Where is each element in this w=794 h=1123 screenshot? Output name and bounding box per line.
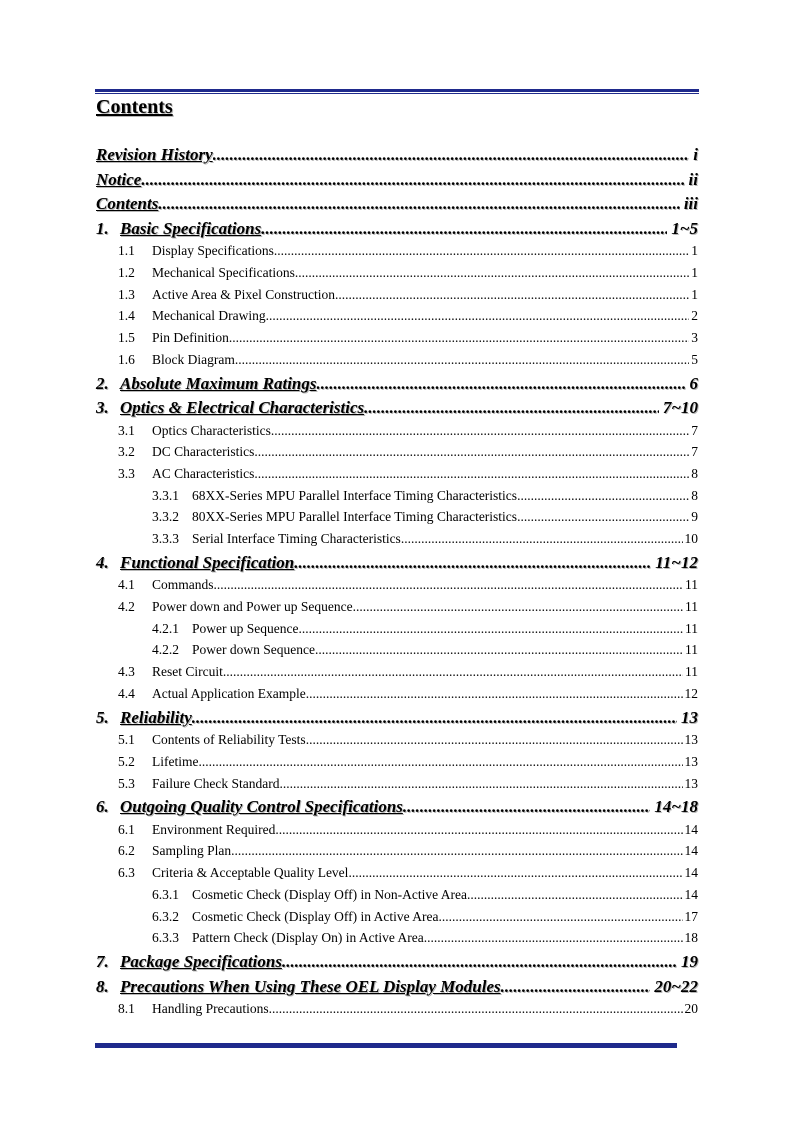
toc-entry-text [118,466,254,482]
toc-entry-number: 4.1 [118,577,135,593]
toc-section-entry[interactable] [96,170,698,195]
toc-entry-title: Contents of Reliability Tests [152,732,306,748]
dot-leader [306,732,683,748]
toc-page-number: i [693,145,698,164]
toc-entry-number: 3.1 [118,422,135,438]
toc-subsection-entry[interactable] [96,330,698,352]
toc-entry-title: DC Characteristics [152,444,255,460]
toc-entry-text [118,423,271,439]
toc-entry-text [152,488,517,504]
toc-entry-title: Serial Interface Timing Characteristics [192,531,401,547]
toc-entry-number: 4. [96,552,109,572]
dot-leader [306,686,683,702]
toc-entry-number: 3.3.3 [152,531,179,547]
dot-leader [295,265,689,281]
toc-entry-text [152,909,438,925]
toc-page-number: 17 [684,908,698,924]
toc-entry-number: 6.3.2 [152,908,179,924]
toc-entry-text [118,664,223,680]
dot-leader [298,621,683,637]
dot-leader [438,909,682,925]
toc-page-number: 11 [685,577,698,593]
toc-entry-title: Reliability [120,707,192,727]
toc-page-number: 1 [691,286,698,302]
toc-page-number: 11 [685,642,698,658]
toc-entry-text [96,219,261,239]
toc-entry-number: 7. [96,951,109,971]
toc-entry-number: 8. [96,976,109,996]
toc-entry-text [96,194,158,214]
toc-entry-text [118,577,214,593]
dot-leader [254,466,689,482]
toc-page-number: 20 [684,1001,698,1017]
toc-page-number: 11 [685,599,698,615]
toc-entry-number: 3.3 [118,466,135,482]
toc-entry-text [118,287,335,303]
toc-entry-number: 6.3.1 [152,886,179,902]
toc-subsection-entry[interactable] [96,265,698,287]
dot-leader [467,887,683,903]
dot-leader [266,308,690,324]
toc-subsection-entry[interactable] [96,488,698,510]
toc-entry-number: 3. [96,398,109,418]
toc-entry-number: 1.6 [118,351,135,367]
toc-subsection-entry[interactable] [96,466,698,488]
toc-entry-text [118,265,295,281]
top-divider [95,89,699,95]
toc-page-number: 2 [691,308,698,324]
toc-entry-number: 4.4 [118,685,135,701]
toc-entry-text [118,444,254,460]
dot-leader [158,194,679,214]
toc-entry-number: 5.1 [118,732,135,748]
toc-page-number: iii [683,194,698,214]
toc-section-entry[interactable] [96,952,698,977]
toc-entry-title: Basic Specifications [120,218,262,238]
toc-subsection-entry[interactable] [96,577,698,599]
toc-page-number: 1~5 [671,218,698,238]
toc-page-number: 13 [684,775,698,791]
toc-section-entry[interactable] [96,708,698,733]
toc-entry-title: Sampling Plan [152,843,232,859]
toc-page-number: 19 [681,951,698,971]
toc-entry-title: Lifetime [152,753,199,769]
dot-leader [213,145,690,165]
dot-leader [501,977,651,997]
dot-leader [269,1001,683,1017]
toc-entry-text [118,599,353,615]
toc-entry-text [118,330,229,346]
toc-entry-title: Active Area & Pixel Construction [152,286,335,302]
toc-entry-number: 6. [96,797,109,817]
toc-entry-text [152,621,298,637]
toc-page-number: 7 [691,422,698,438]
dot-leader [223,664,683,680]
toc-entry-title: Reset Circuit [152,664,223,680]
toc-entry-number: 3.3.2 [152,509,179,525]
toc-entry-text [152,531,401,547]
page-title: Contents [96,96,173,118]
toc-entry-text [96,708,192,728]
toc-page-number: 12 [684,685,698,701]
dot-leader [517,488,689,504]
dot-leader [401,531,683,547]
toc-entry-number: 1.4 [118,308,135,324]
toc-subsection-entry[interactable] [96,423,698,445]
toc-subsection-entry[interactable] [96,843,698,865]
toc-page-number: 10 [684,531,698,547]
toc-entry-text [96,797,403,817]
toc-subsection-entry[interactable] [96,308,698,330]
toc-entry-title: Contents [96,194,159,214]
dot-leader [315,642,683,658]
toc-entry-title: Commands [152,577,214,593]
toc-entry-title: Failure Check Standard [152,775,280,791]
dot-leader [275,822,682,838]
dot-leader [254,444,689,460]
toc-entry-number: 1.3 [118,286,135,302]
dot-leader [192,708,677,728]
toc-page-number: 14~18 [654,797,698,817]
toc-page-number: 8 [691,466,698,482]
toc-entry-title: Package Specifications [120,951,282,971]
toc-entry-text [118,308,266,324]
toc-entry-title: Cosmetic Check (Display Off) in Active Area [192,908,439,924]
toc-page-number: 14 [684,821,698,837]
toc-entry-text [118,754,198,770]
toc-section-entry[interactable] [96,145,698,170]
toc-entry-text [118,843,231,859]
toc-entry-text [152,930,424,946]
toc-entry-number: 5.3 [118,775,135,791]
dot-leader [282,952,677,972]
toc-entry-text [118,822,275,838]
toc-entry-number: 1. [96,218,109,238]
toc-page-number: 6 [689,373,698,393]
toc-page-number: 1 [691,265,698,281]
toc-entry-title: Mechanical Specifications [152,265,295,281]
toc-section-entry[interactable] [96,374,698,399]
toc-subsection-entry[interactable] [96,930,698,952]
dot-leader [424,930,683,946]
toc-section-entry[interactable] [96,797,698,822]
toc-entry-number: 5.2 [118,753,135,769]
toc-entry-text [118,352,235,368]
toc-entry-text [96,977,501,997]
toc-entry-number: 3.2 [118,444,135,460]
toc-entry-title: Environment Required [152,821,276,837]
dot-leader [353,599,683,615]
toc-entry-number: 8.1 [118,1001,135,1017]
dot-leader [364,398,659,418]
toc-page-number: 13 [684,732,698,748]
toc-entry-title: Mechanical Drawing [152,308,266,324]
toc-entry-title: Absolute Maximum Ratings [120,373,317,393]
dot-leader [229,330,689,346]
toc-entry-title: 80XX-Series MPU Parallel Interface Timing Characteristics [192,509,518,525]
toc-page-number: 20~22 [654,976,698,996]
toc-entry-text [118,776,279,792]
toc-subsection-entry[interactable] [96,776,698,798]
toc-entry-title: Functional Specification [120,552,295,572]
toc-entry-text [96,170,141,190]
toc-entry-text [96,952,282,972]
table-of-contents [96,145,698,1023]
toc-entry-number: 6.3 [118,865,135,881]
toc-subsection-entry[interactable] [96,686,698,708]
toc-entry-number: 4.2.1 [152,620,179,636]
dot-leader [294,553,651,573]
toc-page-number: 7 [691,444,698,460]
toc-page-number: 1 [691,243,698,259]
toc-page-number: 11 [685,620,698,636]
toc-subsection-entry[interactable] [96,531,698,553]
toc-entry-number: 6.3.3 [152,930,179,946]
dot-leader [261,219,667,239]
dot-leader [274,243,689,259]
toc-entry-title: Outgoing Quality Control Specifications [120,797,403,817]
toc-page-number: ii [688,169,698,189]
toc-entry-title: Optics & Electrical Characteristics [120,398,365,418]
toc-entry-number: 4.2.2 [152,642,179,658]
toc-page-number: 7~10 [662,398,698,418]
dot-leader [517,509,689,525]
toc-entry-title: Pin Definition [152,330,229,346]
dot-leader [141,170,684,190]
toc-entry-number: 6.2 [118,843,135,859]
toc-subsection-entry[interactable] [96,887,698,909]
dot-leader [403,797,650,817]
dot-leader [271,423,689,439]
toc-entry-number: 4.2 [118,599,135,615]
toc-entry-text [118,1001,269,1017]
toc-entry-number: 1.1 [118,243,135,259]
toc-entry-text [152,887,467,903]
toc-entry-text [152,509,517,525]
toc-entry-text [96,398,364,418]
toc-page-number: 11~12 [655,552,698,572]
toc-subsection-entry[interactable] [96,754,698,776]
toc-entry-text [118,686,306,702]
toc-entry-number: 5. [96,707,109,727]
toc-subsection-entry[interactable] [96,444,698,466]
toc-entry-title: Actual Application Example [152,685,306,701]
toc-entry-number: 1.5 [118,330,135,346]
toc-subsection-entry[interactable] [96,822,698,844]
toc-entry-title: Notice [96,169,142,189]
toc-subsection-entry[interactable] [96,352,698,374]
toc-section-entry[interactable] [96,194,698,219]
toc-entry-number: 4.3 [118,664,135,680]
toc-subsection-entry[interactable] [96,664,698,686]
toc-entry-title: Power down Sequence [192,642,315,658]
toc-page-number: 13 [684,753,698,769]
dot-leader [335,287,689,303]
dot-leader [317,374,686,394]
toc-section-entry[interactable] [96,977,698,1002]
toc-page-number: 3 [691,330,698,346]
toc-subsection-entry[interactable] [96,642,698,664]
toc-entry-title: Criteria & Acceptable Quality Level [152,865,349,881]
toc-page-number: 11 [685,664,698,680]
toc-entry-title: Handling Precautions [152,1001,269,1017]
toc-page-number: 13 [681,707,698,727]
toc-subsection-entry[interactable] [96,621,698,643]
toc-subsection-entry[interactable] [96,243,698,265]
toc-page-number: 14 [684,843,698,859]
bottom-divider [95,1043,677,1048]
toc-entry-text [118,243,274,259]
toc-subsection-entry[interactable] [96,1001,698,1023]
toc-entry-text [96,374,317,394]
toc-entry-title: Precautions When Using These OEL Display Modules [120,976,501,996]
toc-entry-title: Power down and Power up Sequence [152,599,353,615]
dot-leader [279,776,682,792]
toc-section-entry[interactable] [96,219,698,244]
dot-leader [348,865,682,881]
toc-subsection-entry[interactable] [96,732,698,754]
toc-subsection-entry[interactable] [96,599,698,621]
toc-entry-text [96,145,213,165]
toc-page-number: 14 [684,865,698,881]
toc-page-number: 18 [684,930,698,946]
toc-page-number: 8 [691,487,698,503]
toc-entry-text [118,732,306,748]
toc-entry-title: Revision History [96,145,213,164]
dot-leader [235,352,689,368]
toc-entry-number: 1.2 [118,265,135,281]
toc-entry-text [96,553,294,573]
toc-entry-text [152,642,315,658]
toc-entry-title: 68XX-Series MPU Parallel Interface Timing Characteristics [192,487,518,503]
toc-subsection-entry[interactable] [96,909,698,931]
toc-entry-title: Optics Characteristics [152,422,271,438]
toc-subsection-entry[interactable] [96,509,698,531]
toc-page-number: 5 [691,351,698,367]
toc-entry-number: 3.3.1 [152,487,179,503]
toc-section-entry[interactable] [96,398,698,423]
toc-entry-title: Cosmetic Check (Display Off) in Non-Active Area [192,886,467,902]
toc-entry-title: AC Characteristics [152,466,255,482]
toc-subsection-entry[interactable] [96,865,698,887]
toc-section-entry[interactable] [96,553,698,578]
toc-page-number: 9 [691,509,698,525]
dot-leader [214,577,683,593]
dot-leader [231,843,682,859]
toc-entry-title: Block Diagram [152,351,235,367]
toc-page-number: 14 [684,886,698,902]
toc-entry-number: 6.1 [118,821,135,837]
toc-entry-title: Pattern Check (Display On) in Active Area [192,930,424,946]
toc-entry-text [118,865,348,881]
dot-leader [198,754,682,770]
toc-entry-number: 2. [96,373,109,393]
toc-subsection-entry[interactable] [96,287,698,309]
toc-entry-title: Display Specifications [152,243,274,259]
toc-entry-title: Power up Sequence [192,620,299,636]
